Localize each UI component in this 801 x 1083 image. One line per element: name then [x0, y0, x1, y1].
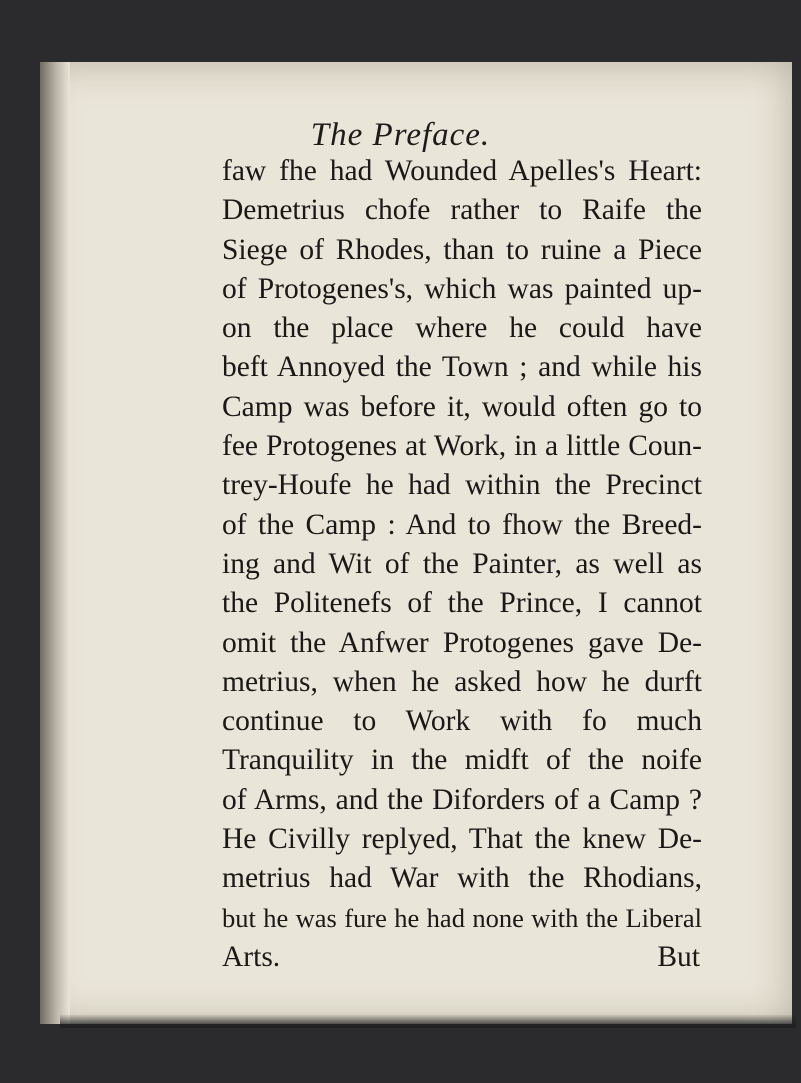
text-line: omit the Anfwer Protogenes gave De-: [222, 626, 702, 659]
text-line: beft Annoyed the Town ; and while his: [222, 351, 702, 384]
text-line: Tranquility in the midft of the noife: [222, 744, 702, 777]
text-line: Camp was before it, would often go to: [222, 390, 702, 423]
text-line: of Arms, and the Diforders of a Camp ?: [222, 783, 702, 816]
text-line: faw fhe had Wounded Apelles's Heart:: [222, 155, 702, 187]
text-line: He Civilly replyed, That the knew De-: [222, 823, 702, 856]
page-edge-shadow: [60, 1014, 796, 1028]
text-line: of the Camp : And to fhow the Breed-: [222, 508, 702, 541]
catchword: But: [657, 940, 700, 973]
text-line: fee Protogenes at Work, in a little Coun-: [222, 430, 702, 463]
body-text: [222, 152, 702, 977]
text-line: continue to Work with fo much: [222, 705, 702, 738]
book-gutter: [40, 62, 70, 1024]
text-line: the Politenefs of the Prince, I cannot: [222, 587, 702, 620]
text-line: metrius had War with the Rhodians,: [222, 862, 702, 895]
text-line: Siege of Rhodes, than to ruine a Piece: [222, 233, 702, 266]
text-line: but he was fure he had none with the Liberal: [222, 902, 702, 933]
text-line: on the place where he could have: [222, 312, 702, 345]
running-head: The Preface.: [310, 117, 491, 153]
text-line: metrius, when he asked how he durft: [222, 665, 702, 698]
text-line: Demetrius chofe rather to Raife the: [222, 194, 702, 227]
text-line: of Protogenes's, which was painted up-: [222, 272, 702, 305]
text-line-final: [222, 938, 702, 977]
text-line: ing and Wit of the Painter, as well as: [222, 547, 702, 580]
final-word: Arts.: [222, 940, 281, 973]
text-line: trey-Houfe he had within the Precinct: [222, 469, 702, 502]
